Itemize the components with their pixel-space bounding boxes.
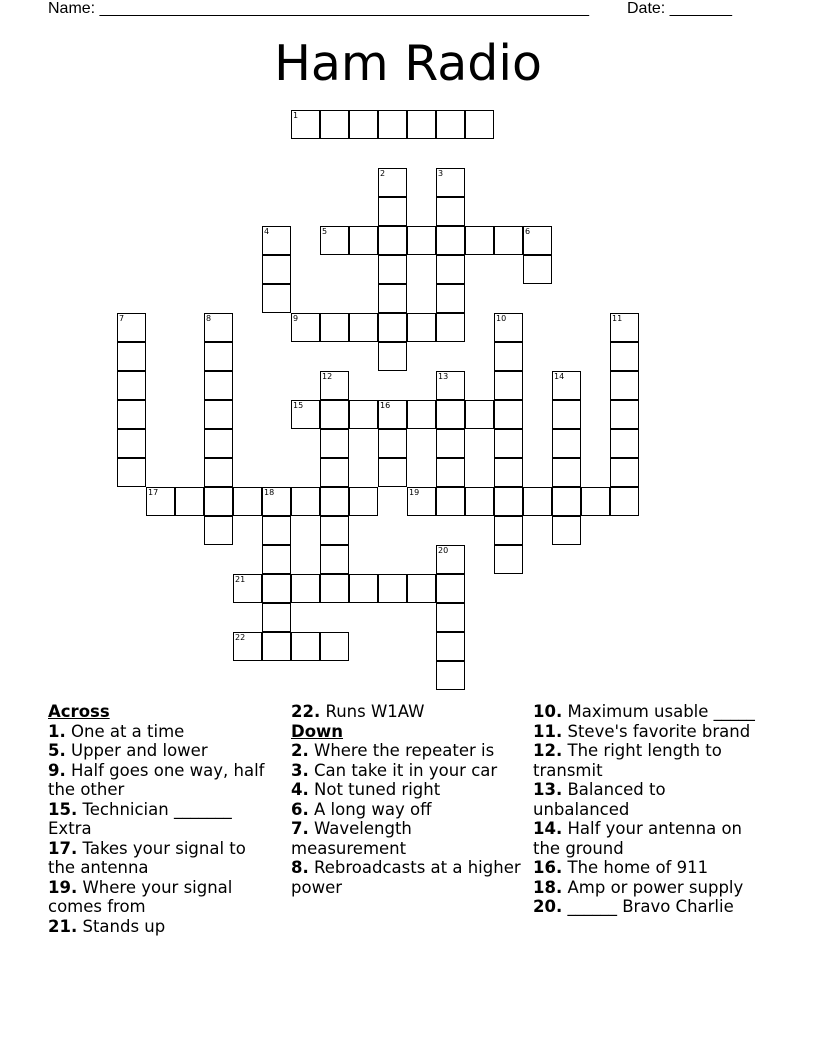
grid-cell[interactable] (436, 284, 465, 313)
clue-number: 4 (264, 227, 270, 236)
grid-cell[interactable] (436, 371, 465, 400)
clue-down-12: 12. The right length to transmit (533, 741, 722, 780)
clue-across-19: 19. Where your signal comes from (48, 877, 233, 916)
grid-cell[interactable] (262, 284, 291, 313)
puzzle-title: Ham Radio (274, 35, 542, 92)
grid-cell[interactable] (494, 458, 523, 487)
grid-cell[interactable] (407, 110, 436, 139)
grid-cell[interactable] (610, 371, 639, 400)
grid-cell[interactable] (320, 371, 349, 400)
grid-cell[interactable] (117, 313, 146, 342)
grid-cell[interactable] (349, 574, 378, 603)
grid-cell[interactable] (262, 255, 291, 284)
grid-cell[interactable] (378, 313, 407, 342)
grid-cell[interactable] (552, 400, 581, 429)
grid-cell[interactable] (610, 487, 639, 516)
clue-number: 17 (148, 488, 159, 497)
clue-down-11: 11. Steve's favorite brand (533, 721, 751, 741)
clue-number: 2 (380, 169, 386, 178)
grid-cell[interactable] (552, 516, 581, 545)
grid-cell[interactable] (320, 632, 349, 661)
clue-across-5: 5. Upper and lower (48, 741, 208, 760)
clue-number: 5 (322, 227, 328, 236)
clue-number: 6 (525, 227, 531, 236)
grid-cell[interactable] (204, 487, 233, 516)
grid-cell[interactable] (320, 226, 349, 255)
grid-cell[interactable] (117, 400, 146, 429)
grid-cell[interactable] (494, 516, 523, 545)
clue-across-22: 22. Runs W1AW (291, 702, 425, 721)
grid-cell[interactable] (378, 197, 407, 226)
grid-cell[interactable] (291, 574, 320, 603)
grid-cell[interactable] (378, 429, 407, 458)
grid-cell[interactable] (117, 371, 146, 400)
grid-cell[interactable] (436, 429, 465, 458)
clue-down-20: 20. ______ Bravo Charlie (533, 897, 734, 916)
clue-number: 7 (119, 314, 125, 323)
grid-cell[interactable] (349, 226, 378, 255)
grid-cell[interactable] (204, 429, 233, 458)
grid-cell[interactable] (436, 110, 465, 139)
grid-cell[interactable] (465, 226, 494, 255)
clue-number: 19 (409, 488, 420, 497)
name-field: Name: _______________________________________________________ (48, 0, 589, 17)
clue-down-18: 18. Amp or power supply (533, 877, 744, 897)
grid-cell[interactable] (523, 226, 552, 255)
grid-cell[interactable] (233, 574, 262, 603)
grid-cell[interactable] (320, 429, 349, 458)
grid-cell[interactable] (291, 400, 320, 429)
grid-cell[interactable] (610, 429, 639, 458)
grid-cell[interactable] (378, 110, 407, 139)
clue-number: 9 (293, 314, 299, 323)
grid-cell[interactable] (320, 545, 349, 574)
grid-cell[interactable] (349, 400, 378, 429)
clue-number: 3 (438, 169, 444, 178)
clue-across-17: 17. Takes your signal to the antenna (48, 838, 246, 877)
clue-number: 16 (380, 401, 391, 410)
clue-number: 15 (293, 401, 304, 410)
grid-cell[interactable] (262, 603, 291, 632)
grid-cell[interactable] (320, 458, 349, 487)
clue-column-3 (533, 702, 763, 917)
grid-cell[interactable] (262, 516, 291, 545)
grid-cell[interactable] (378, 574, 407, 603)
clue-number: 10 (496, 314, 507, 323)
grid-cell[interactable] (436, 603, 465, 632)
grid-cell[interactable] (204, 516, 233, 545)
grid-cell[interactable] (204, 400, 233, 429)
grid-cell[interactable] (117, 458, 146, 487)
clue-number: 13 (438, 372, 449, 381)
grid-cell[interactable] (233, 487, 262, 516)
grid-cell[interactable] (349, 110, 378, 139)
clue-down-16: 16. The home of 911 (533, 858, 709, 877)
clue-down-13: 13. Balanced to unbalanced (533, 780, 666, 819)
grid-cell[interactable] (320, 574, 349, 603)
clue-number: 21 (235, 575, 246, 584)
clue-down-8: 8. Rebroadcasts at a higher power (291, 858, 521, 897)
grid-cell[interactable] (349, 487, 378, 516)
grid-cell[interactable] (436, 400, 465, 429)
grid-cell[interactable] (552, 371, 581, 400)
grid-cell[interactable] (349, 313, 378, 342)
grid-cell[interactable] (494, 429, 523, 458)
date-field: Date: _______ (627, 0, 732, 17)
grid-cell[interactable] (436, 574, 465, 603)
grid-cell[interactable] (436, 255, 465, 284)
across-heading: Across (48, 702, 110, 721)
clue-across-1: 1. One at a time (48, 721, 185, 741)
grid-cell[interactable] (262, 226, 291, 255)
grid-cell[interactable] (407, 226, 436, 255)
grid-cell[interactable] (378, 284, 407, 313)
grid-cell[interactable] (552, 487, 581, 516)
clue-number: 18 (264, 488, 275, 497)
clue-across-9: 9. Half goes one way, half the other (48, 760, 265, 799)
down-heading: Down (291, 721, 344, 741)
grid-cell[interactable] (204, 313, 233, 342)
clue-down-14: 14. Half your antenna on the ground (533, 819, 742, 858)
grid-cell[interactable] (291, 110, 320, 139)
grid-cell[interactable] (320, 400, 349, 429)
grid-cell[interactable] (552, 429, 581, 458)
clue-down-4: 4. Not tuned right (291, 780, 441, 799)
grid-cell[interactable] (204, 342, 233, 371)
grid-cell[interactable] (436, 168, 465, 197)
grid-cell[interactable] (378, 168, 407, 197)
grid-cell[interactable] (523, 487, 552, 516)
clue-number: 11 (612, 314, 623, 323)
grid-cell[interactable] (407, 400, 436, 429)
grid-cell[interactable] (291, 632, 320, 661)
grid-cell[interactable] (552, 458, 581, 487)
grid-cell[interactable] (523, 255, 552, 284)
grid-cell[interactable] (494, 226, 523, 255)
grid-cell[interactable] (494, 487, 523, 516)
clue-down-2: 2. Where the repeater is (291, 741, 495, 760)
grid-cell[interactable] (610, 313, 639, 342)
grid-cell[interactable] (436, 313, 465, 342)
grid-cell[interactable] (378, 400, 407, 429)
grid-cell[interactable] (494, 545, 523, 574)
grid-cell[interactable] (581, 487, 610, 516)
clue-number: 8 (206, 314, 212, 323)
grid-cell[interactable] (610, 400, 639, 429)
grid-cell[interactable] (407, 313, 436, 342)
grid-cell[interactable] (378, 255, 407, 284)
grid-cell[interactable] (465, 110, 494, 139)
grid-cell[interactable] (610, 458, 639, 487)
clue-down-3: 3. Can take it in your car (291, 760, 498, 780)
grid-cell[interactable] (407, 487, 436, 516)
grid-cell[interactable] (407, 574, 436, 603)
grid-cell[interactable] (610, 342, 639, 371)
grid-cell[interactable] (262, 632, 291, 661)
grid-cell[interactable] (204, 458, 233, 487)
grid-cell[interactable] (436, 545, 465, 574)
clue-across-15: 15. Technician _______ Extra (48, 799, 232, 838)
grid-cell[interactable] (320, 516, 349, 545)
grid-cell[interactable] (262, 487, 291, 516)
grid-cell[interactable] (262, 574, 291, 603)
grid-cell[interactable] (175, 487, 204, 516)
grid-cell[interactable] (233, 632, 262, 661)
grid-cell[interactable] (378, 458, 407, 487)
grid-cell[interactable] (320, 110, 349, 139)
grid-cell[interactable] (291, 487, 320, 516)
clue-number: 1 (293, 111, 299, 120)
grid-cell[interactable] (378, 226, 407, 255)
grid-cell[interactable] (320, 487, 349, 516)
clue-number: 22 (235, 633, 246, 642)
grid-cell[interactable] (117, 429, 146, 458)
grid-cell[interactable] (146, 487, 175, 516)
grid-cell[interactable] (291, 313, 320, 342)
clue-number: 12 (322, 372, 333, 381)
grid-cell[interactable] (494, 400, 523, 429)
grid-cell[interactable] (465, 400, 494, 429)
grid-cell[interactable] (494, 313, 523, 342)
clue-across-21: 21. Stands up (48, 916, 166, 936)
clue-column-2 (291, 702, 521, 897)
clue-number: 20 (438, 546, 449, 555)
grid-cell[interactable] (320, 313, 349, 342)
grid-cell[interactable] (436, 632, 465, 661)
grid-cell[interactable] (494, 342, 523, 371)
grid-cell[interactable] (436, 226, 465, 255)
grid-cell[interactable] (436, 487, 465, 516)
grid-cell[interactable] (436, 197, 465, 226)
clue-number: 14 (554, 372, 565, 381)
clue-down-6: 6. A long way off (291, 799, 432, 819)
grid-cell[interactable] (436, 661, 465, 690)
clue-column-1 (48, 702, 278, 936)
grid-cell[interactable] (117, 342, 146, 371)
grid-cell[interactable] (262, 545, 291, 574)
grid-cell[interactable] (204, 371, 233, 400)
grid-cell[interactable] (378, 342, 407, 371)
clue-down-7: 7. Wavelength measurement (291, 819, 412, 858)
clue-down-10: 10. Maximum usable _____ (533, 702, 755, 721)
grid-cell[interactable] (494, 371, 523, 400)
grid-cell[interactable] (436, 458, 465, 487)
grid-cell[interactable] (465, 487, 494, 516)
